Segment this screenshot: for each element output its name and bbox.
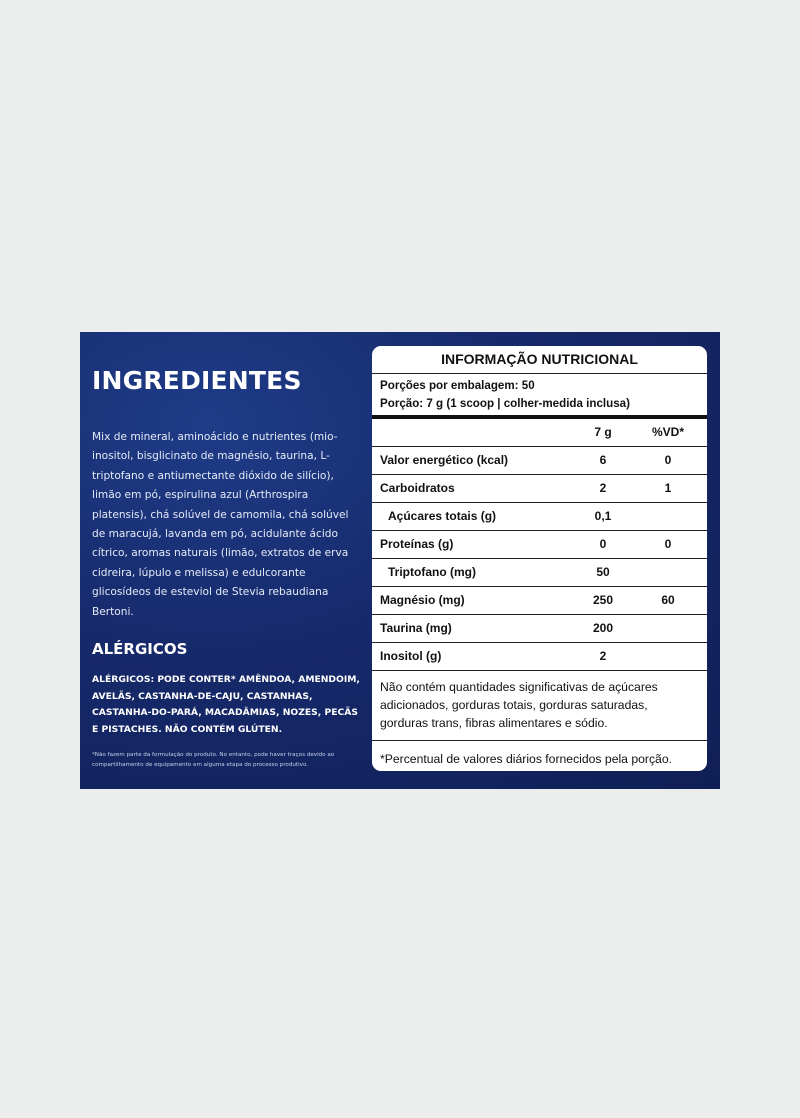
ingredients-text: Mix de mineral, aminoácido e nutrientes (mio-inositol, bisglicinato de magnésio, taurina, L-triptofano e antiumectante dióxido de silício), limão em pó, espirulina azul (Arthrospira platensis), chá solúvel de camomila, chá solúvel de maracujá, lavanda em pó, acidulante ácido cítrico, aromas naturais (limão, extratos de erva cidreira, lúpulo e melissa) e edulcorante glicosídeos de esteviol de Stevia rebaudiana Bertoni. — [92, 431, 349, 618]
row-label: Magnésio (mg) — [380, 593, 465, 607]
row-label: Triptofano (mg) — [388, 565, 476, 579]
row-amount: 6 — [599, 453, 607, 467]
nutrition-meta — [372, 374, 707, 415]
row-dv: 1 — [664, 481, 672, 495]
row-label: Valor energético (kcal) — [380, 453, 509, 467]
nutrition-note: Não contém quantidades significativas de açúcares adicionados, gorduras totais, gorduras saturadas, gorduras trans, fibras alimentares e sódio. — [372, 671, 707, 741]
row-amount: 250 — [592, 593, 614, 607]
nutrition-facts-table — [372, 346, 707, 771]
product-label-panel — [80, 332, 720, 789]
table-row — [372, 615, 707, 643]
row-label: Taurina (mg) — [380, 621, 452, 635]
row-amount: 2 — [599, 481, 607, 495]
row-label: Açúcares totais (g) — [388, 509, 497, 523]
column-header-dv: %VD* — [651, 425, 684, 439]
row-amount: 0,1 — [594, 509, 612, 523]
row-amount: 50 — [596, 565, 610, 579]
row-amount: 2 — [599, 649, 607, 663]
ingredients-title: INGREDIENTES — [92, 366, 302, 395]
table-row — [372, 643, 707, 671]
table-row — [372, 587, 707, 615]
column-header-amount: 7 g — [594, 425, 612, 439]
row-label: Inositol (g) — [380, 649, 442, 663]
row-label: Proteínas (g) — [380, 537, 454, 551]
table-row — [372, 447, 707, 475]
table-row — [372, 531, 707, 559]
allergens-text: ALÉRGICOS: PODE CONTER* AMÊNDOA, AMENDOIM, AVELÃS, CASTANHA-DE-CAJU, CASTANHAS, CASTANHA-DO-PARÁ, MACADÂMIAS, NOZES, PECÃS E PISTACHES. NÃO CONTÉM GLÚTEN. — [92, 674, 360, 735]
table-row — [372, 503, 707, 531]
table-row — [372, 475, 707, 503]
row-label: Carboidratos — [380, 481, 455, 495]
row-amount: 0 — [599, 537, 607, 551]
column-header-row — [372, 419, 707, 447]
servings-per-package: Porções por embalagem: 50 — [380, 379, 535, 392]
row-dv: 60 — [661, 593, 675, 607]
portion-size: Porção: 7 g (1 scoop | colher-medida inclusa) — [380, 397, 630, 410]
row-dv: 0 — [664, 453, 672, 467]
table-row — [372, 559, 707, 587]
nutrition-footnote: *Percentual de valores diários fornecidos pela porção. — [380, 752, 672, 766]
allergens-title: ALÉRGICOS — [92, 640, 188, 658]
row-amount: 200 — [592, 621, 614, 635]
nutrition-title: INFORMAÇÃO NUTRICIONAL — [372, 346, 707, 374]
allergens-footnote: *Não fazem parte da formulação do produto. No entanto, pode haver traços devido ao compartilhamento de equipamento em alguma etapa do processo produtivo. — [92, 752, 335, 768]
row-dv: 0 — [664, 537, 672, 551]
